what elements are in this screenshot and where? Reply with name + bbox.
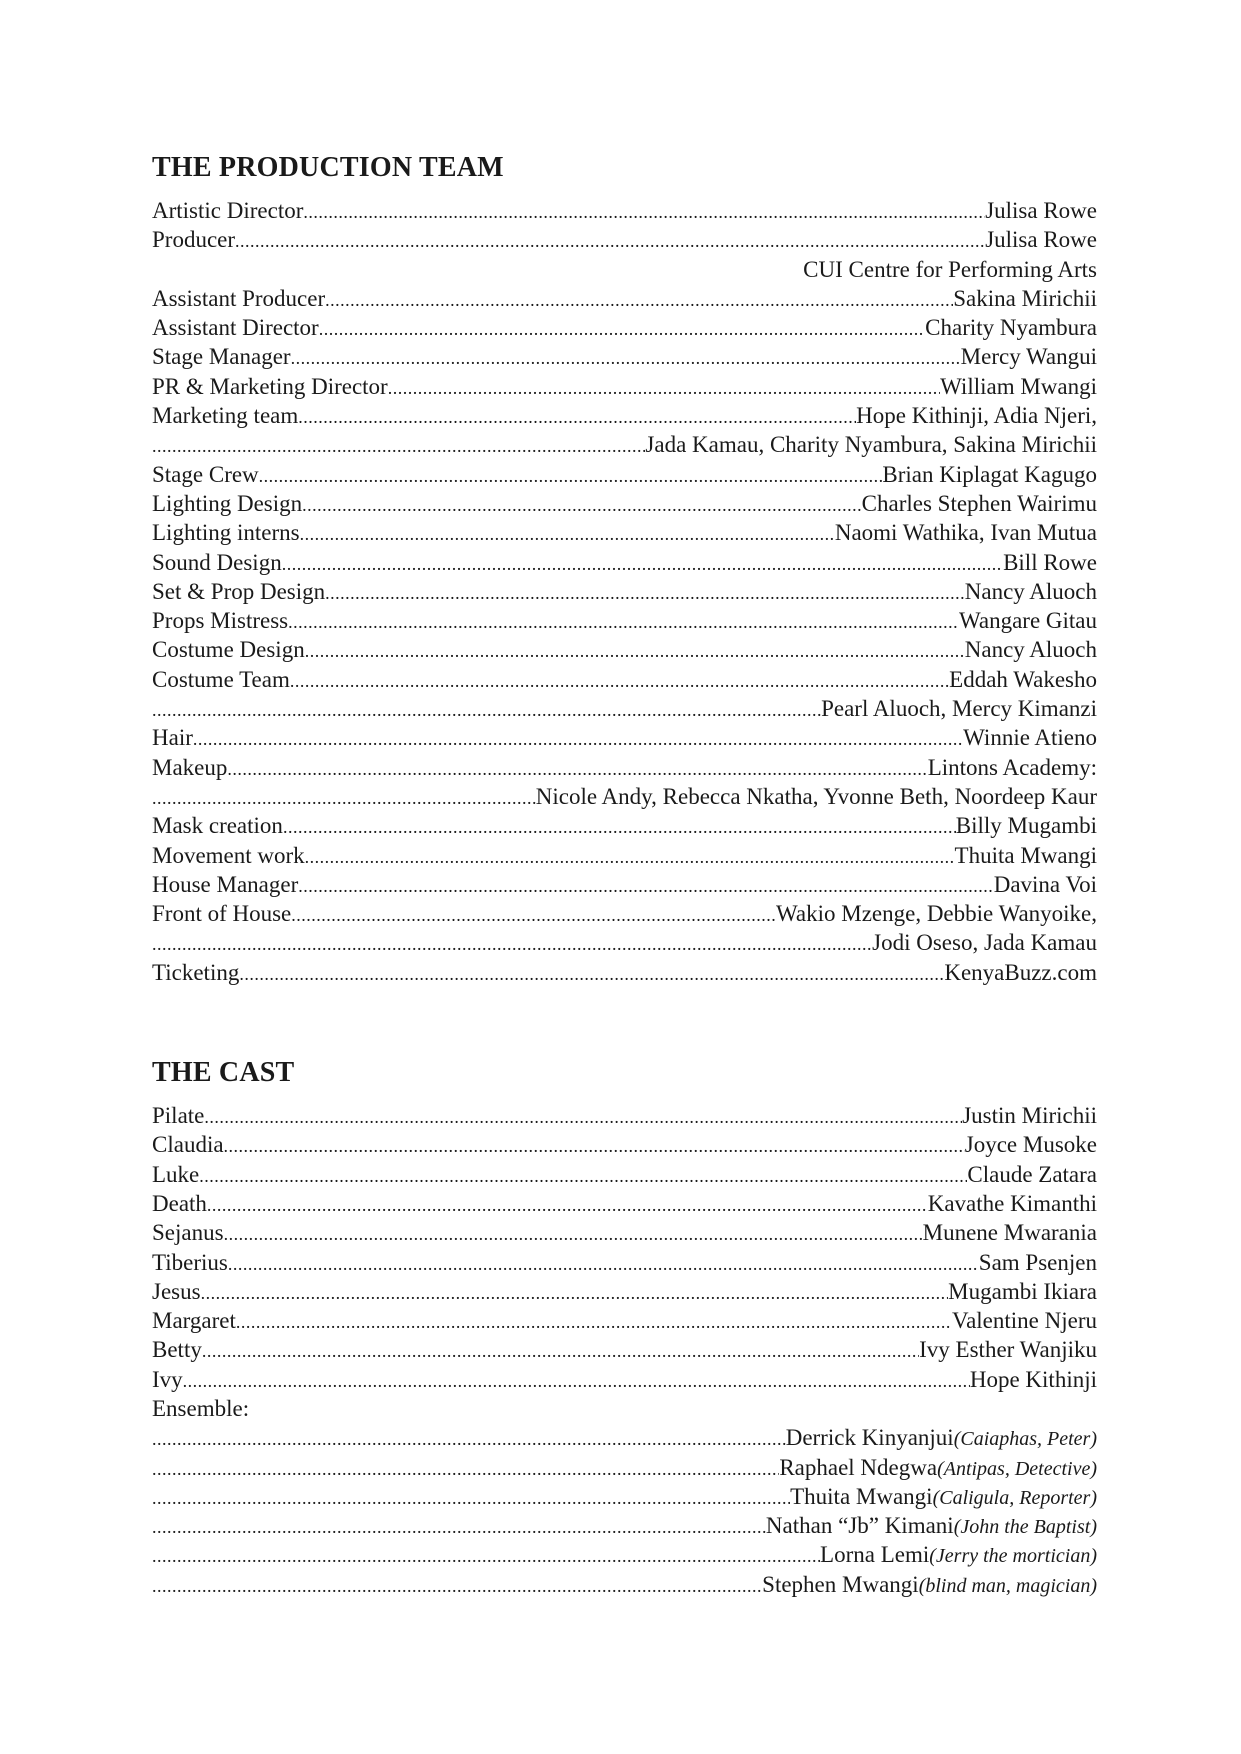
production-role: Lighting Design [152, 490, 303, 516]
ensemble-label: Ensemble: [152, 1395, 250, 1421]
production-role: Front of House [152, 901, 292, 927]
production-role: Marketing team [152, 403, 299, 429]
production-credit-row [152, 401, 1097, 430]
production-credit-row [152, 811, 1097, 840]
production-credit-row [152, 548, 1097, 577]
production-name: Nancy Aluoch [964, 637, 1097, 663]
dot-leader [303, 198, 985, 225]
dot-leader [282, 550, 1003, 577]
cast-role: Sejanus [152, 1220, 224, 1246]
ensemble-name: Derrick Kinyanjui [785, 1425, 954, 1451]
ensemble-credit-row [152, 1570, 1097, 1599]
dot-leader [193, 725, 963, 752]
production-role: Assistant Director [152, 315, 319, 341]
dot-leader [224, 1220, 923, 1247]
ensemble-credit-row [152, 1453, 1097, 1482]
production-name: Lintons Academy: [927, 754, 1097, 780]
production-name: Pearl Aluoch, Mercy Kimanzi [821, 696, 1097, 722]
cast-credit-row [152, 1277, 1097, 1306]
dot-leader [305, 843, 955, 870]
production-role: Stage Manager [152, 344, 291, 370]
dot-leader [152, 1425, 786, 1452]
production-role: Hair [152, 725, 193, 751]
production-name: Julisa Rowe [985, 227, 1097, 253]
production-team-section [152, 150, 1097, 987]
cast-role: Claudia [152, 1132, 224, 1158]
production-credit-row [152, 782, 1097, 811]
production-role: Producer [152, 227, 236, 253]
production-role: Costume Design [152, 637, 305, 663]
cast-role: Margaret [152, 1308, 236, 1334]
production-credit-row [152, 841, 1097, 870]
production-role: House Manager [152, 871, 299, 897]
production-credit-row [152, 870, 1097, 899]
production-role: Makeup [152, 754, 228, 780]
dot-leader [259, 462, 883, 489]
dot-leader [207, 1191, 928, 1218]
dot-leader [325, 579, 965, 606]
ensemble-name: Raphael Ndegwa [779, 1454, 938, 1480]
dot-leader [152, 1455, 779, 1482]
production-credit-row [152, 225, 1097, 254]
production-credit-row [152, 196, 1097, 225]
cast-role: Tiberius [152, 1249, 228, 1275]
cast-list [152, 1101, 1097, 1394]
production-name: Winnie Atieno [963, 725, 1097, 751]
production-credit-row [152, 313, 1097, 342]
ensemble-character-note: (Caiaphas, Peter) [953, 1428, 1097, 1451]
dot-leader [152, 1513, 766, 1540]
production-name: Hope Kithinji, Adia Njeri, [856, 403, 1097, 429]
ensemble-character-note: (Antipas, Detective) [937, 1457, 1097, 1480]
cast-credit-row [152, 1101, 1097, 1130]
production-role: Costume Team [152, 666, 290, 692]
dot-leader [388, 374, 940, 401]
production-credit-row [152, 958, 1097, 987]
cast-role: Ivy [152, 1366, 183, 1392]
production-role: Lighting interns [152, 520, 300, 546]
cast-credit-row [152, 1335, 1097, 1364]
cast-role: Pilate [152, 1103, 205, 1129]
dot-leader [227, 755, 927, 782]
production-team-list [152, 196, 1097, 987]
dot-leader [152, 432, 645, 459]
cast-credit-row [152, 1130, 1097, 1159]
production-credit-row [152, 928, 1097, 957]
production-credit-row [152, 430, 1097, 459]
dot-leader [291, 344, 961, 371]
cast-credit-row [152, 1306, 1097, 1335]
production-credit-row [152, 899, 1097, 928]
cast-name: Ivy Esther Wanjiku [919, 1337, 1097, 1363]
production-role: Artistic Director [152, 198, 304, 223]
dot-leader [152, 784, 536, 811]
production-role: Stage Crew [152, 461, 259, 487]
credits-page [152, 150, 1097, 1599]
production-name: Billy Mugambi [955, 813, 1097, 839]
dot-leader [152, 930, 872, 957]
production-role: PR & Marketing Director [152, 373, 388, 399]
production-name: Jada Kamau, Charity Nyambura, Sakina Mirichii [645, 432, 1097, 458]
production-role: Assistant Producer [152, 285, 326, 311]
ensemble-character-note: (John the Baptist) [953, 1516, 1097, 1539]
dot-leader [199, 1162, 967, 1189]
ensemble-character-note: (Caligula, Reporter) [932, 1486, 1097, 1509]
dot-leader [224, 1132, 965, 1159]
ensemble-credit-row [152, 1511, 1097, 1540]
production-name: Naomi Wathika, Ivan Mutua [834, 520, 1097, 546]
production-name: Davina Voi [993, 871, 1097, 897]
dot-leader [288, 608, 959, 635]
production-name: Nicole Andy, Rebecca Nkatha, Yvonne Beth, Noordeep Kaur [535, 783, 1097, 809]
production-name: Charity Nyambura [925, 315, 1097, 341]
dot-leader [235, 227, 985, 254]
production-name: Julisa Rowe [985, 198, 1097, 223]
dot-leader [228, 1250, 979, 1277]
ensemble-credit-row [152, 1482, 1097, 1511]
production-name: Eddah Wakesho [949, 666, 1097, 692]
dot-leader [152, 1484, 790, 1511]
cast-credit-row [152, 1248, 1097, 1277]
dot-leader [283, 813, 956, 840]
ensemble-credit-row [152, 1540, 1097, 1569]
production-name: Wangare Gitau [959, 608, 1097, 634]
production-role: Movement work [152, 842, 305, 868]
cast-name: Kavathe Kimanthi [927, 1190, 1097, 1216]
production-name: Mercy Wangui [960, 344, 1097, 370]
dot-leader [290, 667, 949, 694]
production-role: Mask creation [152, 813, 283, 839]
dot-leader [298, 872, 993, 899]
production-role: Set & Prop Design [152, 578, 326, 604]
production-name: Wakio Mzenge, Debbie Wanyoike, [776, 901, 1097, 927]
production-credit-row [152, 723, 1097, 752]
dot-leader [236, 1308, 952, 1335]
cast-role: Death [152, 1190, 207, 1216]
cast-role: Jesus [152, 1278, 201, 1304]
cast-name: Munene Mwarania [922, 1220, 1097, 1246]
production-credit-row [152, 518, 1097, 547]
production-credit-row [152, 460, 1097, 489]
production-credit-line: CUI Centre for Performing Arts [803, 256, 1097, 282]
production-team-heading: THE PRODUCTION TEAM [152, 152, 504, 183]
production-credit-row [152, 577, 1097, 606]
cast-heading: THE CAST [152, 1057, 295, 1089]
production-credit-row [152, 342, 1097, 371]
dot-leader [300, 520, 835, 547]
ensemble-name: Nathan “Jb” Kimani [765, 1513, 954, 1539]
cast-name: Valentine Njeru [952, 1308, 1097, 1334]
production-name: Bill Rowe [1003, 549, 1097, 575]
production-name: Charles Stephen Wairimu [861, 490, 1097, 516]
dot-leader [183, 1367, 970, 1394]
dot-leader [204, 1103, 962, 1130]
production-name: Thuita Mwangi [954, 842, 1097, 868]
production-name: Jodi Oseso, Jada Kamau [872, 930, 1097, 956]
production-name: Nancy Aluoch [964, 578, 1097, 604]
production-credit-row [152, 635, 1097, 664]
dot-leader [302, 491, 862, 518]
dot-leader [152, 1542, 820, 1569]
dot-leader [152, 1572, 762, 1599]
production-role: Props Mistress [152, 608, 289, 634]
ensemble-name: Thuita Mwangi [790, 1483, 933, 1509]
cast-credit-row [152, 1365, 1097, 1394]
production-credit-row [152, 284, 1097, 313]
dot-leader [291, 901, 776, 928]
cast-name: Mugambi Ikiara [948, 1278, 1097, 1304]
dot-leader [305, 637, 965, 664]
production-name: William Mwangi [940, 373, 1097, 399]
production-credit-row [152, 489, 1097, 518]
production-credit-row [152, 372, 1097, 401]
dot-leader [201, 1279, 949, 1306]
production-credit-row [152, 665, 1097, 694]
cast-credit-row [152, 1189, 1097, 1218]
cast-role: Betty [152, 1337, 202, 1363]
production-name: KenyaBuzz.com [944, 959, 1097, 985]
cast-name: Joyce Musoke [964, 1132, 1097, 1158]
cast-section [152, 1055, 1097, 1599]
production-name: Brian Kiplagat Kagugo [882, 461, 1097, 487]
dot-leader [202, 1337, 919, 1364]
ensemble-list [152, 1423, 1097, 1599]
dot-leader [152, 696, 821, 723]
ensemble-character-note: (blind man, magician) [918, 1574, 1097, 1597]
dot-leader [325, 286, 953, 313]
cast-name: Sam Psenjen [978, 1249, 1097, 1275]
dot-leader [319, 315, 925, 342]
cast-credit-row [152, 1160, 1097, 1189]
ensemble-credit-row [152, 1423, 1097, 1452]
cast-role: Luke [152, 1161, 200, 1187]
dot-leader [239, 960, 944, 987]
production-credit-row [152, 694, 1097, 723]
cast-credit-row [152, 1218, 1097, 1247]
cast-name: Justin Mirichii [962, 1103, 1097, 1129]
ensemble-name: Stephen Mwangi [762, 1571, 919, 1597]
production-credit-row [152, 606, 1097, 635]
ensemble-character-note: (Jerry the mortician) [929, 1545, 1097, 1568]
production-name: Sakina Mirichii [953, 285, 1097, 311]
cast-name: Hope Kithinji [969, 1366, 1097, 1392]
dot-leader [298, 403, 856, 430]
production-role: Ticketing [152, 959, 240, 985]
cast-name: Claude Zatara [967, 1161, 1097, 1187]
production-credit-row [152, 753, 1097, 782]
ensemble-name: Lorna Lemi [820, 1542, 930, 1568]
production-role: Sound Design [152, 549, 282, 575]
